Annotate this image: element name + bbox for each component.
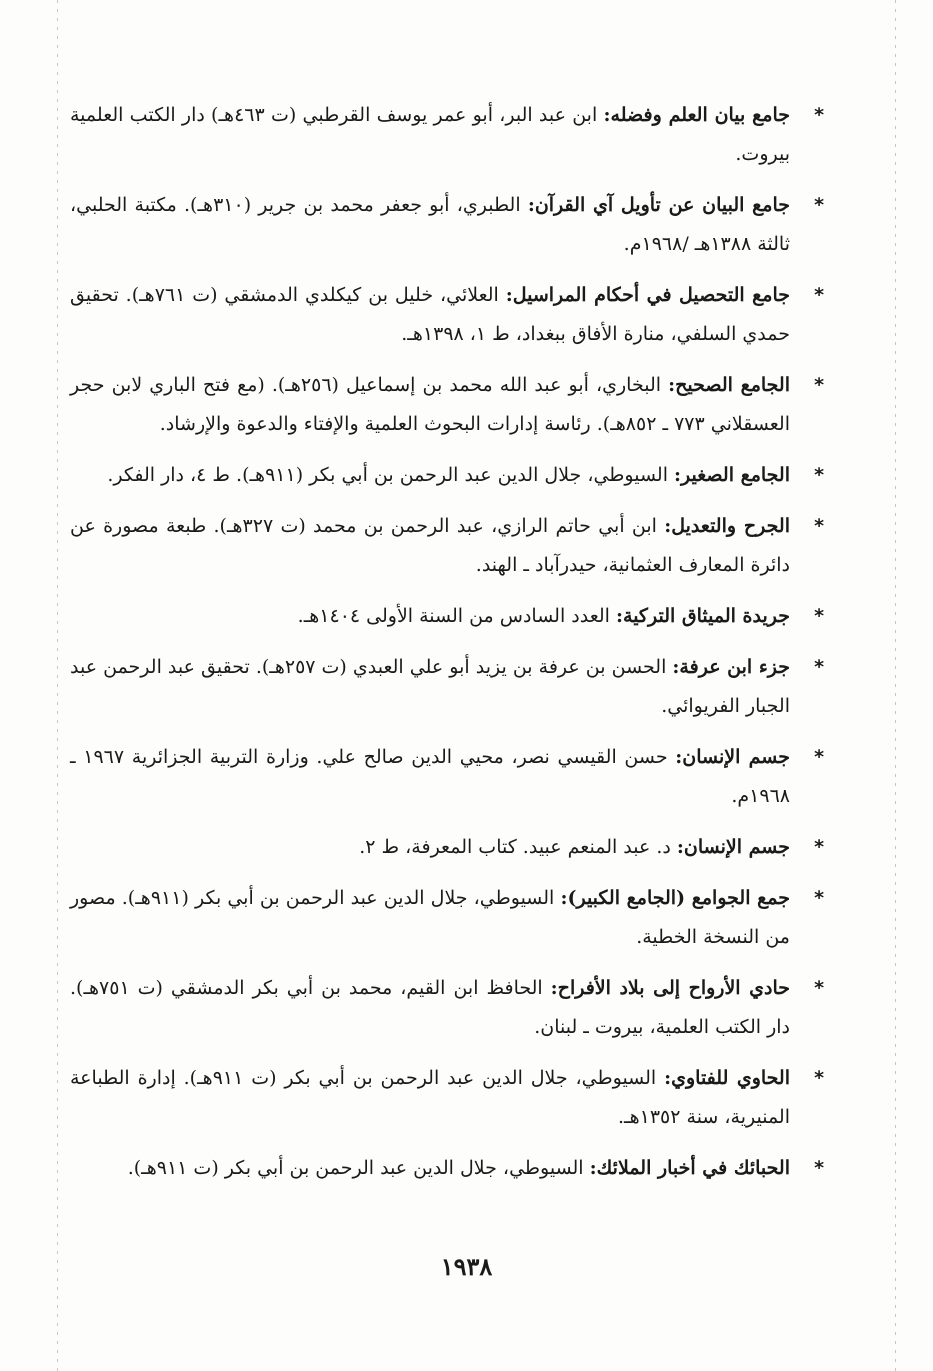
asterisk-bullet-icon: *: [814, 836, 824, 858]
scan-fold-line-right: [895, 0, 896, 1371]
asterisk-bullet-icon: *: [814, 374, 824, 396]
bibliography-entry: [70, 597, 830, 636]
entry-title: الحبائك في أخبار الملائك:: [589, 1157, 790, 1179]
entry-details: الطبري، أبو جعفر محمد بن جرير (٣١٠هـ). مكتبة الحلبي، ثالثة ١٣٨٨هـ /١٩٦٨م.: [70, 194, 790, 255]
asterisk-bullet-icon: *: [814, 977, 824, 999]
bibliography-entry: [70, 738, 830, 816]
entry-title: جسم الإنسان:: [676, 836, 790, 858]
entry-title: حادي الأرواح إلى بلاد الأفراح:: [550, 977, 790, 999]
entry-details: الحسن بن عرفة بن يزيد أبو علي العبدي (ت ٢٥٧هـ). تحقيق عبد الرحمن عبد الجبار الفريوائي.: [70, 656, 790, 717]
bibliography-entry: [70, 276, 830, 354]
bibliography-entry: [70, 186, 830, 264]
entry-title: جامع التحصيل في أحكام المراسيل:: [505, 284, 790, 306]
page-number: ١٩٣٨: [440, 1252, 493, 1281]
bibliography-entry: [70, 456, 830, 495]
entry-details: السيوطي، جلال الدين عبد الرحمن بن أبي بكر (ت ٩١١هـ). إدارة الطباعة المنيرية، سنة ١٣٥٢هـ.: [70, 1067, 790, 1128]
bibliography-entry: [70, 1059, 830, 1137]
entry-title: جريدة الميثاق التركية:: [616, 605, 790, 627]
bibliography-list: [70, 96, 830, 1200]
entry-title: جسم الإنسان:: [675, 746, 790, 768]
entry-details: العلائي، خليل بن كيكلدي الدمشقي (ت ٧٦١هـ). تحقيق حمدي السلفي، منارة الأفاق ببغداد، ط ١، ١٣٩٨هـ.: [70, 284, 790, 345]
bibliography-entry: [70, 366, 830, 444]
bibliography-entry: [70, 828, 830, 867]
entry-title: الجامع الصحيح:: [668, 374, 790, 396]
entry-title: جامع البيان عن تأويل آي القرآن:: [527, 194, 791, 216]
asterisk-bullet-icon: *: [814, 194, 824, 216]
asterisk-bullet-icon: *: [814, 464, 824, 486]
asterisk-bullet-icon: *: [814, 1157, 824, 1179]
bibliography-entry: [70, 969, 830, 1047]
asterisk-bullet-icon: *: [814, 887, 824, 909]
entry-details: ابن عبد البر، أبو عمر يوسف القرطبي (ت ٤٦٣هـ) دار الكتب العلمية بيروت.: [70, 104, 790, 165]
asterisk-bullet-icon: *: [814, 656, 824, 678]
entry-details: السيوطي، جلال الدين عبد الرحمن بن أبي بكر (٩١١هـ). مصور من النسخة الخطية.: [70, 887, 790, 948]
asterisk-bullet-icon: *: [814, 1067, 824, 1089]
scan-fold-line-left: [57, 0, 58, 1371]
entry-details: د. عبد المنعم عبيد. كتاب المعرفة، ط ٢.: [359, 836, 677, 858]
entry-details: البخاري، أبو عبد الله محمد بن إسماعيل (٢٥٦هـ). (مع فتح الباري لابن حجر العسقلاني ٧٧٣ ـ ٨٥٢هـ). رئاسة إدارات البحوث العلمية والإفتاء والدعوة والإرشاد.: [70, 374, 790, 435]
bibliography-entry: [70, 1149, 830, 1188]
asterisk-bullet-icon: *: [814, 284, 824, 306]
entry-title: جزء ابن عرفة:: [672, 656, 790, 678]
asterisk-bullet-icon: *: [814, 515, 824, 537]
bibliography-entry: [70, 96, 830, 174]
bibliography-entry: [70, 879, 830, 957]
entry-details: حسن القيسي نصر، محيي الدين صالح علي. وزارة التربية الجزائرية ١٩٦٧ ـ ١٩٦٨م.: [70, 746, 790, 807]
bibliography-entry: [70, 507, 830, 585]
entry-title: الجامع الصغير:: [674, 464, 790, 486]
entry-title: الجرح والتعديل:: [664, 515, 790, 537]
entry-details: ابن أبي حاتم الرازي، عبد الرحمن بن محمد (ت ٣٢٧هـ). طبعة مصورة عن دائرة المعارف العثمانية، حيدرآباد ـ الهند.: [70, 515, 790, 576]
entry-title: جامع بيان العلم وفضله:: [603, 104, 790, 126]
asterisk-bullet-icon: *: [814, 746, 824, 768]
entry-details: السيوطي، جلال الدين عبد الرحمن بن أبي بكر (٩١١هـ). ط ٤، دار الفكر.: [107, 464, 675, 486]
entry-details: السيوطي، جلال الدين عبد الرحمن بن أبي بكر (ت ٩١١هـ).: [127, 1157, 590, 1179]
asterisk-bullet-icon: *: [814, 605, 824, 627]
asterisk-bullet-icon: *: [814, 104, 824, 126]
entry-title: الحاوي للفتاوي:: [664, 1067, 791, 1089]
entry-title: جمع الجوامع (الجامع الكبير):: [560, 887, 791, 909]
entry-details: الحافظ ابن القيم، محمد بن أبي بكر الدمشقي (ت ٧٥١هـ). دار الكتب العلمية، بيروت ـ لبنان.: [70, 977, 790, 1038]
bibliography-entry: [70, 648, 830, 726]
entry-details: العدد السادس من السنة الأولى ١٤٠٤هـ.: [297, 605, 616, 627]
